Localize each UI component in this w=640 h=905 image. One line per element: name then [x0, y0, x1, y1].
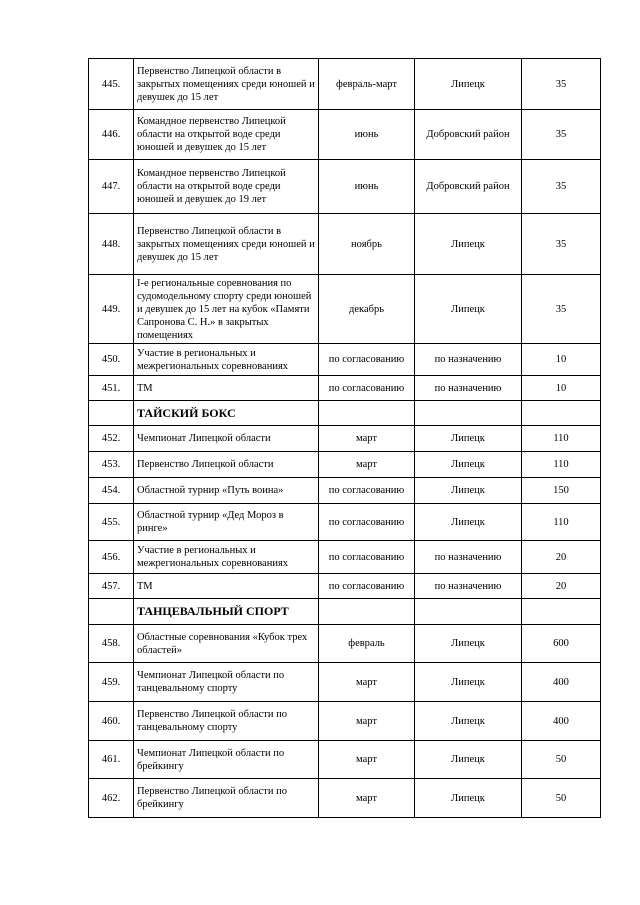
participants-count-cell: 600	[522, 625, 601, 663]
table-row	[89, 376, 601, 401]
row-number-cell: 455.	[89, 504, 134, 541]
event-date-cell: июнь	[319, 110, 415, 160]
event-date-cell: по согласованию	[319, 574, 415, 599]
section-number-cell	[89, 401, 134, 426]
event-date-cell: февраль	[319, 625, 415, 663]
table-row	[89, 478, 601, 504]
participants-count-cell: 10	[522, 344, 601, 376]
event-name-cell: Чемпионат Липецкой области по брейкингу	[134, 741, 319, 779]
section-empty-cell	[522, 401, 601, 426]
event-date-cell: март	[319, 741, 415, 779]
event-place-cell: Липецк	[415, 779, 522, 818]
table-row	[89, 663, 601, 702]
table-row	[89, 779, 601, 818]
section-title: ТАНЦЕВАЛЬНЫЙ СПОРТ	[134, 599, 319, 625]
event-name-cell: Областные соревнования «Кубок трех областей»	[134, 625, 319, 663]
participants-count-cell: 35	[522, 59, 601, 110]
row-number-cell: 456.	[89, 541, 134, 574]
table-row	[89, 452, 601, 478]
participants-count-cell: 110	[522, 426, 601, 452]
participants-count-cell: 35	[522, 275, 601, 344]
row-number-cell: 454.	[89, 478, 134, 504]
event-place-cell: Липецк	[415, 702, 522, 741]
section-empty-cell	[319, 401, 415, 426]
row-number-cell: 445.	[89, 59, 134, 110]
event-name-cell: Участие в региональных и межрегиональных соревнованиях	[134, 344, 319, 376]
participants-count-cell: 35	[522, 110, 601, 160]
table-row	[89, 625, 601, 663]
table-row	[89, 504, 601, 541]
event-date-cell: март	[319, 663, 415, 702]
participants-count-cell: 20	[522, 574, 601, 599]
row-number-cell: 446.	[89, 110, 134, 160]
participants-count-cell: 35	[522, 160, 601, 214]
event-place-cell: Добровский район	[415, 160, 522, 214]
event-place-cell: Липецк	[415, 741, 522, 779]
table-row	[89, 160, 601, 214]
event-name-cell: ТМ	[134, 376, 319, 401]
event-name-cell: ТМ	[134, 574, 319, 599]
events-table-body	[89, 59, 601, 818]
row-number-cell: 460.	[89, 702, 134, 741]
event-date-cell: март	[319, 779, 415, 818]
event-place-cell: Добровский район	[415, 110, 522, 160]
participants-count-cell: 35	[522, 214, 601, 275]
event-place-cell: Липецк	[415, 275, 522, 344]
event-name-cell: Первенство Липецкой области по брейкингу	[134, 779, 319, 818]
event-date-cell: по согласованию	[319, 504, 415, 541]
event-place-cell: Липецк	[415, 663, 522, 702]
event-date-cell: по согласованию	[319, 376, 415, 401]
row-number-cell: 447.	[89, 160, 134, 214]
events-table	[88, 58, 601, 818]
participants-count-cell: 400	[522, 702, 601, 741]
row-number-cell: 453.	[89, 452, 134, 478]
event-name-cell: Командное первенство Липецкой области на открытой воде среди юношей и девушек до 19 лет	[134, 160, 319, 214]
participants-count-cell: 50	[522, 779, 601, 818]
event-place-cell: по назначению	[415, 574, 522, 599]
event-name-cell: Командное первенство Липецкой области на открытой воде среди юношей и девушек до 15 лет	[134, 110, 319, 160]
event-date-cell: март	[319, 452, 415, 478]
event-name-cell: Областной турнир «Дед Мороз в ринге»	[134, 504, 319, 541]
row-number-cell: 457.	[89, 574, 134, 599]
event-date-cell: март	[319, 702, 415, 741]
event-date-cell: июнь	[319, 160, 415, 214]
event-date-cell: ноябрь	[319, 214, 415, 275]
events-table-container	[88, 58, 601, 818]
event-place-cell: Липецк	[415, 214, 522, 275]
row-number-cell: 449.	[89, 275, 134, 344]
section-empty-cell	[522, 599, 601, 625]
table-row	[89, 741, 601, 779]
table-row	[89, 59, 601, 110]
event-name-cell: Первенство Липецкой области в закрытых помещениях среди юношей и девушек до 15 лет	[134, 59, 319, 110]
event-name-cell: Участие в региональных и межрегиональных соревнованиях	[134, 541, 319, 574]
table-row	[89, 110, 601, 160]
participants-count-cell: 50	[522, 741, 601, 779]
row-number-cell: 450.	[89, 344, 134, 376]
event-name-cell: Областной турнир «Путь воина»	[134, 478, 319, 504]
event-name-cell: I-е региональные соревнования по судомодельному спорту среди юношей и девушек до 15 лет на кубок «Памяти Сапронова С. Н.» в закрытых помещениях	[134, 275, 319, 344]
event-place-cell: по назначению	[415, 541, 522, 574]
table-row	[89, 426, 601, 452]
event-date-cell: декабрь	[319, 275, 415, 344]
row-number-cell: 448.	[89, 214, 134, 275]
section-row	[89, 401, 601, 426]
section-empty-cell	[415, 599, 522, 625]
table-row	[89, 214, 601, 275]
event-place-cell: Липецк	[415, 478, 522, 504]
event-place-cell: Липецк	[415, 426, 522, 452]
row-number-cell: 451.	[89, 376, 134, 401]
participants-count-cell: 110	[522, 452, 601, 478]
event-place-cell: Липецк	[415, 504, 522, 541]
participants-count-cell: 20	[522, 541, 601, 574]
event-date-cell: февраль-март	[319, 59, 415, 110]
table-row	[89, 702, 601, 741]
table-row	[89, 275, 601, 344]
section-row	[89, 599, 601, 625]
section-empty-cell	[415, 401, 522, 426]
section-number-cell	[89, 599, 134, 625]
event-place-cell: по назначению	[415, 344, 522, 376]
event-name-cell: Чемпионат Липецкой области	[134, 426, 319, 452]
event-place-cell: Липецк	[415, 452, 522, 478]
event-date-cell: по согласованию	[319, 478, 415, 504]
table-row	[89, 541, 601, 574]
event-date-cell: март	[319, 426, 415, 452]
row-number-cell: 459.	[89, 663, 134, 702]
section-empty-cell	[319, 599, 415, 625]
event-name-cell: Первенство Липецкой области	[134, 452, 319, 478]
event-name-cell: Чемпионат Липецкой области по танцевальному спорту	[134, 663, 319, 702]
row-number-cell: 462.	[89, 779, 134, 818]
participants-count-cell: 110	[522, 504, 601, 541]
event-date-cell: по согласованию	[319, 541, 415, 574]
event-place-cell: Липецк	[415, 625, 522, 663]
row-number-cell: 452.	[89, 426, 134, 452]
participants-count-cell: 400	[522, 663, 601, 702]
table-row	[89, 344, 601, 376]
event-name-cell: Первенство Липецкой области по танцевальному спорту	[134, 702, 319, 741]
event-name-cell: Первенство Липецкой области в закрытых помещениях среди юношей и девушек до 15 лет	[134, 214, 319, 275]
section-title: ТАЙСКИЙ БОКС	[134, 401, 319, 426]
row-number-cell: 461.	[89, 741, 134, 779]
participants-count-cell: 10	[522, 376, 601, 401]
event-place-cell: Липецк	[415, 59, 522, 110]
participants-count-cell: 150	[522, 478, 601, 504]
row-number-cell: 458.	[89, 625, 134, 663]
event-place-cell: по назначению	[415, 376, 522, 401]
table-row	[89, 574, 601, 599]
event-date-cell: по согласованию	[319, 344, 415, 376]
